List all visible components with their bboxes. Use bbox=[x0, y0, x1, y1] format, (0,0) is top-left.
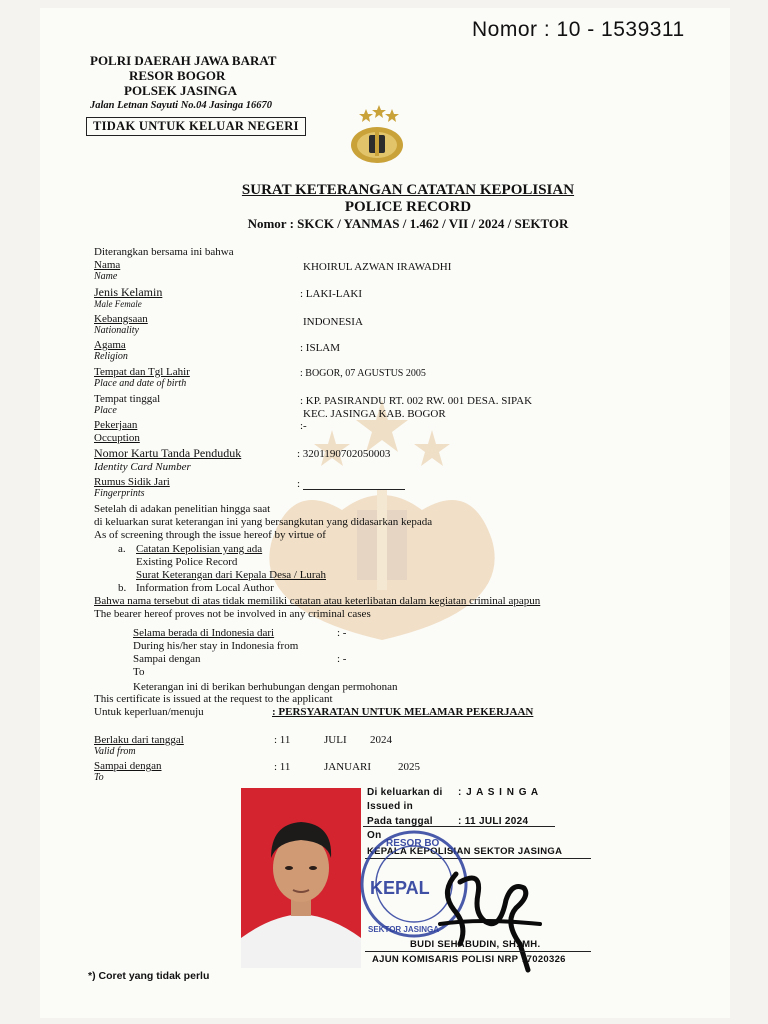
id-card-label: Nomor Kartu Tanda Penduduk bbox=[94, 446, 242, 460]
stay-to-value: : - bbox=[337, 653, 347, 665]
item-b-marker: b. bbox=[118, 582, 127, 594]
item-a-marker: a. bbox=[118, 543, 126, 555]
body-line-2: di keluarkan surat keterangan ini yang bersangkutan yang didasarkan kepada bbox=[94, 516, 433, 528]
nationality-label-en: Nationality bbox=[94, 325, 139, 336]
seal-center-text: KEPAL bbox=[370, 878, 430, 898]
officer-rank: AJUN KOMISARIS POLISI NRP 77020326 bbox=[372, 954, 566, 965]
header-line1: POLRI DAERAH JAWA BARAT bbox=[90, 53, 277, 68]
valid-to-day: : 11 bbox=[274, 761, 291, 773]
header-line3: POLSEK JASINGA bbox=[124, 83, 238, 98]
seal-bottom-text: SEKTOR JASINGA bbox=[368, 925, 439, 934]
valid-to-label-en: To bbox=[94, 772, 104, 783]
occupation-label: Pekerjaan bbox=[94, 419, 138, 431]
fingerprint-label: Rumus Sidik Jari bbox=[94, 476, 170, 488]
issued-on-value: : 11 JULI 2024 bbox=[458, 816, 529, 827]
stay-to-label: Sampai dengan bbox=[133, 653, 201, 665]
valid-to-year: 2025 bbox=[398, 761, 420, 773]
valid-from-day: : 11 bbox=[274, 734, 291, 746]
valid-to-label: Sampai dengan bbox=[94, 760, 162, 772]
body-line-4: Bahwa nama tersebut di atas tidak memiliki catatan atau keterlibatan dalam kegiatan criminal apapun bbox=[94, 595, 541, 607]
address-value-line1: : KP. PASIRANDU RT. 002 RW. 001 DESA. SIPAK bbox=[300, 395, 533, 407]
issuing-office: KEPALA KEPOLISIAN SEKTOR JASINGA bbox=[367, 846, 563, 857]
seal-top-text: RESOR BO bbox=[386, 838, 440, 849]
item-a-line1: Catatan Kepolisian yang ada bbox=[136, 543, 263, 555]
police-emblem-icon bbox=[344, 100, 410, 166]
birth-value: : BOGOR, 07 AGUSTUS 2005 bbox=[300, 368, 426, 379]
item-a-line2: Existing Police Record bbox=[136, 556, 238, 568]
valid-from-label-en: Valid from bbox=[94, 746, 136, 757]
purpose-value: : PERSYARATAN UNTUK MELAMAR PEKERJAAN bbox=[272, 706, 534, 718]
nationality-label: Kebangsaan bbox=[94, 313, 148, 325]
travel-restriction-notice: TIDAK UNTUK KELUAR NEGERI bbox=[86, 117, 306, 136]
body-line-1: Setelah di adakan penelitian hingga saat bbox=[94, 503, 271, 515]
body-line-7: This certificate is issued at the request to the applicant bbox=[94, 693, 333, 705]
name-label: Nama bbox=[94, 259, 121, 271]
officer-underline bbox=[365, 951, 591, 952]
officer-name: BUDI SEHABUDIN, SH.,MH. bbox=[410, 939, 541, 950]
nationality-value: INDONESIA bbox=[303, 316, 363, 328]
gender-label-en: Male Female bbox=[94, 299, 142, 309]
address-value-line2: KEC. JASINGA KAB. BOGOR bbox=[303, 408, 446, 420]
body-line-6: Keterangan ini di berikan berhubungan dengan permohonan bbox=[133, 681, 398, 693]
birth-label: Tempat dan Tgl Lahir bbox=[94, 366, 190, 378]
footnote: *) Coret yang tidak perlu bbox=[88, 970, 210, 982]
religion-value: : ISLAM bbox=[300, 342, 341, 354]
issue-divider bbox=[363, 826, 555, 827]
issued-on-label-en: On bbox=[367, 830, 382, 841]
header-address: Jalan Letnan Sayuti No.04 Jasinga 16670 bbox=[90, 100, 273, 111]
stay-from-label-en: During his/her stay in Indonesia from bbox=[133, 640, 299, 652]
valid-from-month: JULI bbox=[324, 734, 347, 746]
document-serial-number: Nomor : 10 - 1539311 bbox=[472, 18, 685, 41]
document-title: SURAT KETERANGAN CATATAN KEPOLISIAN bbox=[241, 182, 575, 198]
address-label-en: Place bbox=[94, 405, 117, 416]
issued-at-label-en: Issued in bbox=[367, 801, 414, 812]
document-number: Nomor : SKCK / YANMAS / 1.462 / VII / 2024 / SEKTOR bbox=[247, 216, 569, 231]
item-a-line3: Surat Keterangan dari Kepala Desa / Lurah bbox=[136, 569, 326, 581]
name-label-en: Name bbox=[94, 271, 118, 282]
id-card-value: : 3201190702050003 bbox=[297, 448, 391, 460]
body-line-3: As of screening through the issue hereof by virtue of bbox=[94, 529, 326, 541]
stay-from-value: : - bbox=[337, 627, 347, 639]
intro-text: Diterangkan bersama ini bahwa bbox=[94, 246, 234, 258]
fingerprint-label-en: Fingerprints bbox=[94, 488, 145, 499]
stay-to-label-en: To bbox=[133, 666, 145, 678]
occupation-value: :- bbox=[300, 420, 307, 432]
valid-from-year: 2024 bbox=[370, 734, 392, 746]
issued-on-label: Pada tanggal bbox=[367, 816, 433, 827]
body-line-5: The bearer hereof proves not be involved in any criminal cases bbox=[94, 608, 371, 620]
religion-label-en: Religion bbox=[94, 351, 128, 362]
gender-label: Jenis Kelamin bbox=[94, 285, 163, 299]
purpose-label: Untuk keperluan/menuju bbox=[94, 706, 204, 718]
document-subtitle: POLICE RECORD bbox=[344, 199, 472, 215]
applicant-photo bbox=[241, 788, 361, 968]
valid-from-label: Berlaku dari tanggal bbox=[94, 734, 184, 746]
stay-from-label: Selama berada di Indonesia dari bbox=[133, 627, 275, 639]
name-value: KHOIRUL AZWAN IRAWADHI bbox=[303, 261, 452, 273]
fingerprint-value: : bbox=[297, 478, 301, 490]
valid-to-month: JANUARI bbox=[324, 761, 372, 773]
issued-at-label: Di keluarkan di bbox=[367, 787, 443, 798]
header-line2: RESOR BOGOR bbox=[129, 68, 226, 83]
item-b-line1: Information from Local Author bbox=[136, 582, 274, 594]
birth-label-en: Place and date of birth bbox=[94, 378, 187, 389]
address-label: Tempat tinggal bbox=[94, 393, 161, 405]
occupation-label-en: Occuption bbox=[94, 432, 140, 444]
gender-value: : LAKI-LAKI bbox=[300, 288, 363, 300]
id-card-label-en: Identity Card Number bbox=[94, 461, 191, 473]
issued-at-value: : J A S I N G A bbox=[458, 787, 540, 798]
fingerprint-blank-line bbox=[303, 489, 405, 490]
religion-label: Agama bbox=[94, 339, 126, 351]
